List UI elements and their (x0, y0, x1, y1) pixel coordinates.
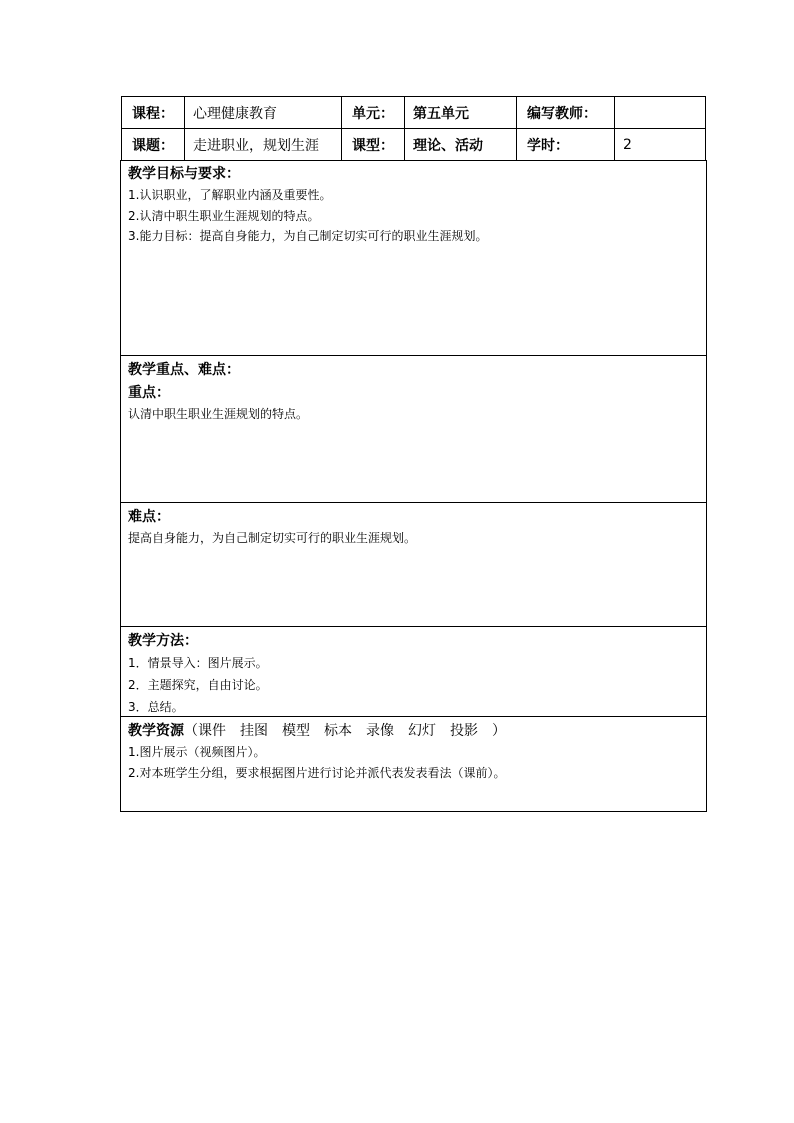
topic-label: 课题： (122, 129, 185, 161)
topic-value: 走进职业，规划生涯 (185, 129, 342, 161)
hours-value: 2 (615, 129, 706, 161)
objective-item: 2.认清中职生职业生涯规划的特点。 (128, 208, 320, 223)
resources-title: 教学资源 (128, 723, 184, 739)
objective-item: 3.能力目标：提高自身能力，为自己制定切实可行的职业生涯规划。 (128, 229, 488, 243)
method-item: 3．总结。 (128, 700, 184, 714)
resource-item: 1.图片展示（视频图片）。 (128, 745, 266, 759)
key-points-section (121, 355, 706, 502)
resources-section (121, 716, 706, 812)
lesson-body-box (120, 160, 707, 812)
objectives-title: 教学目标与要求： (128, 166, 240, 182)
type-label: 课型： (342, 129, 405, 161)
methods-title: 教学方法： (128, 633, 198, 649)
method-item: 1．情景导入：图片展示。 (128, 656, 268, 670)
course-label: 课程： (122, 97, 185, 129)
resource-item: 2.对本班学生分组，要求根据图片进行讨论并派代表发表看法（课前）。 (128, 765, 506, 780)
unit-value: 第五单元 (405, 97, 517, 129)
resources-options: （课件 挂图 模型 标本 录像 幻灯 投影 ） (184, 723, 506, 739)
difficult-points-section (121, 502, 706, 626)
lesson-header-table (121, 96, 706, 161)
method-item: 2．主题探究，自由讨论。 (128, 678, 268, 692)
teacher-label: 编写教师： (517, 97, 615, 129)
header-row-2 (122, 129, 706, 161)
teacher-value (615, 97, 706, 129)
difficult-point-text: 提高自身能力，为自己制定切实可行的职业生涯规划。 (128, 531, 417, 545)
key-difficult-title: 教学重点、难点： (128, 362, 240, 378)
header-row-1 (122, 97, 706, 129)
key-point-label: 重点： (128, 385, 170, 401)
resources-heading (128, 721, 706, 742)
objectives-section (121, 160, 706, 355)
key-point-text: 认清中职生职业生涯规划的特点。 (128, 407, 309, 421)
unit-label: 单元： (342, 97, 405, 129)
hours-label: 学时： (517, 129, 615, 161)
course-value: 心理健康教育 (185, 97, 342, 129)
difficult-point-label: 难点： (128, 509, 170, 525)
objective-item: 1.认识职业，了解职业内涵及重要性。 (128, 188, 332, 202)
methods-section (121, 626, 706, 716)
type-value: 理论、活动 (405, 129, 517, 161)
